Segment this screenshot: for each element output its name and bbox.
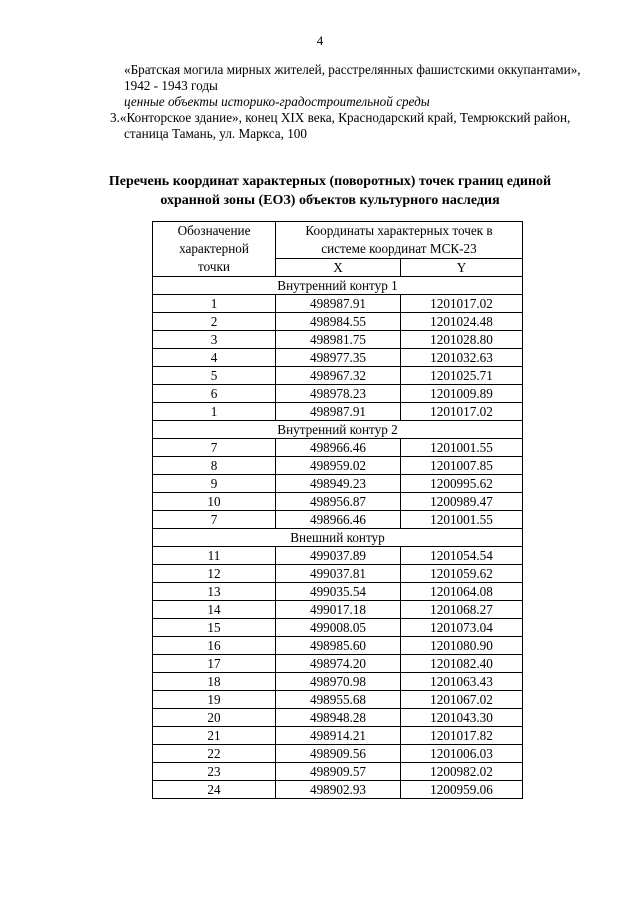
x-cell: 498981.75 bbox=[276, 331, 401, 349]
table-row bbox=[153, 385, 523, 403]
point-cell: 7 bbox=[153, 511, 276, 529]
x-cell: 499037.89 bbox=[276, 547, 401, 565]
table-row bbox=[153, 493, 523, 511]
table-row bbox=[153, 475, 523, 493]
x-cell: 498970.98 bbox=[276, 673, 401, 691]
table-row bbox=[153, 565, 523, 583]
intro-subheading: ценные объекты историко-градостроительной среды bbox=[124, 94, 430, 109]
x-cell: 498966.46 bbox=[276, 439, 401, 457]
y-cell: 1201017.02 bbox=[401, 295, 523, 313]
table-row bbox=[153, 313, 523, 331]
point-cell: 16 bbox=[153, 637, 276, 655]
y-cell: 1201009.89 bbox=[401, 385, 523, 403]
table-row bbox=[153, 295, 523, 313]
intro-line: «Братская могила мирных жителей, расстрелянных фашистскими оккупантами», bbox=[124, 62, 581, 77]
header-coordinates bbox=[276, 222, 523, 259]
point-cell: 10 bbox=[153, 493, 276, 511]
y-cell: 1201082.40 bbox=[401, 655, 523, 673]
y-cell: 1201063.43 bbox=[401, 673, 523, 691]
y-cell: 1200989.47 bbox=[401, 493, 523, 511]
point-cell: 1 bbox=[153, 295, 276, 313]
x-cell: 499017.18 bbox=[276, 601, 401, 619]
table-body bbox=[153, 277, 523, 799]
table-row bbox=[153, 349, 523, 367]
x-cell: 498984.55 bbox=[276, 313, 401, 331]
point-cell: 24 bbox=[153, 781, 276, 799]
table-row bbox=[153, 691, 523, 709]
header-point-designation bbox=[153, 222, 276, 277]
table-row bbox=[153, 439, 523, 457]
header-text: точки bbox=[198, 259, 230, 274]
x-cell: 498948.28 bbox=[276, 709, 401, 727]
y-cell: 1201001.55 bbox=[401, 439, 523, 457]
heading-line: Перечень координат характерных (поворотных) точек границ единой bbox=[108, 174, 552, 189]
section-title: Внутренний контур 2 bbox=[153, 421, 523, 439]
y-cell: 1200995.62 bbox=[401, 475, 523, 493]
x-cell: 498966.46 bbox=[276, 511, 401, 529]
point-cell: 12 bbox=[153, 565, 276, 583]
section-row bbox=[153, 421, 523, 439]
point-cell: 2 bbox=[153, 313, 276, 331]
y-cell: 1201073.04 bbox=[401, 619, 523, 637]
table-row bbox=[153, 457, 523, 475]
header-text: характерной bbox=[179, 241, 249, 256]
table-row bbox=[153, 367, 523, 385]
x-cell: 498977.35 bbox=[276, 349, 401, 367]
x-cell: 498955.68 bbox=[276, 691, 401, 709]
x-cell: 498909.56 bbox=[276, 745, 401, 763]
x-cell: 499037.81 bbox=[276, 565, 401, 583]
table-row bbox=[153, 619, 523, 637]
intro-line: 3.«Конторское здание», конец XIX века, Краснодарский край, Темрюкский район, bbox=[110, 110, 571, 125]
y-cell: 1201007.85 bbox=[401, 457, 523, 475]
header-text: Координаты характерных точек в bbox=[305, 223, 493, 238]
x-cell: 498914.21 bbox=[276, 727, 401, 745]
table-row bbox=[153, 637, 523, 655]
intro-line: 1942 - 1943 годы bbox=[124, 78, 218, 93]
page-number: 4 bbox=[316, 33, 324, 48]
y-cell: 1201025.71 bbox=[401, 367, 523, 385]
x-cell: 498967.32 bbox=[276, 367, 401, 385]
x-cell: 498949.23 bbox=[276, 475, 401, 493]
table-row bbox=[153, 781, 523, 799]
y-cell: 1201080.90 bbox=[401, 637, 523, 655]
table-row bbox=[153, 403, 523, 421]
y-cell: 1201054.54 bbox=[401, 547, 523, 565]
section-title: Внешний контур bbox=[153, 529, 523, 547]
table-row bbox=[153, 709, 523, 727]
x-cell: 498959.02 bbox=[276, 457, 401, 475]
y-cell: 1201006.03 bbox=[401, 745, 523, 763]
point-cell: 3 bbox=[153, 331, 276, 349]
point-cell: 22 bbox=[153, 745, 276, 763]
table-heading bbox=[60, 172, 600, 210]
point-cell: 11 bbox=[153, 547, 276, 565]
x-cell: 499008.05 bbox=[276, 619, 401, 637]
x-cell: 498987.91 bbox=[276, 295, 401, 313]
y-cell: 1201043.30 bbox=[401, 709, 523, 727]
header-text: Обозначение bbox=[177, 223, 251, 238]
section-title: Внутренний контур 1 bbox=[153, 277, 523, 295]
intro-line: станица Тамань, ул. Маркса, 100 bbox=[124, 126, 307, 141]
table-row bbox=[153, 763, 523, 781]
point-cell: 1 bbox=[153, 403, 276, 421]
x-cell: 498909.57 bbox=[276, 763, 401, 781]
table-row bbox=[153, 655, 523, 673]
x-cell: 498974.20 bbox=[276, 655, 401, 673]
table-row bbox=[153, 673, 523, 691]
y-cell: 1201028.80 bbox=[401, 331, 523, 349]
table-row bbox=[153, 511, 523, 529]
y-cell: 1201001.55 bbox=[401, 511, 523, 529]
y-cell: 1201017.82 bbox=[401, 727, 523, 745]
y-cell: 1201032.63 bbox=[401, 349, 523, 367]
header-text: системе координат МСК-23 bbox=[321, 241, 477, 256]
point-cell: 20 bbox=[153, 709, 276, 727]
header-x: X bbox=[276, 259, 401, 277]
intro-text bbox=[110, 62, 600, 142]
point-cell: 23 bbox=[153, 763, 276, 781]
x-cell: 499035.54 bbox=[276, 583, 401, 601]
point-cell: 15 bbox=[153, 619, 276, 637]
point-cell: 21 bbox=[153, 727, 276, 745]
point-cell: 13 bbox=[153, 583, 276, 601]
y-cell: 1201068.27 bbox=[401, 601, 523, 619]
point-cell: 9 bbox=[153, 475, 276, 493]
table-row bbox=[153, 583, 523, 601]
point-cell: 14 bbox=[153, 601, 276, 619]
table-row bbox=[153, 601, 523, 619]
header-y: Y bbox=[401, 259, 523, 277]
table-row bbox=[153, 331, 523, 349]
point-cell: 18 bbox=[153, 673, 276, 691]
point-cell: 19 bbox=[153, 691, 276, 709]
y-cell: 1201067.02 bbox=[401, 691, 523, 709]
y-cell: 1201024.48 bbox=[401, 313, 523, 331]
section-row bbox=[153, 277, 523, 295]
table-row bbox=[153, 727, 523, 745]
point-cell: 6 bbox=[153, 385, 276, 403]
x-cell: 498978.23 bbox=[276, 385, 401, 403]
table-row bbox=[153, 745, 523, 763]
coordinates-table bbox=[152, 221, 523, 799]
point-cell: 5 bbox=[153, 367, 276, 385]
point-cell: 8 bbox=[153, 457, 276, 475]
point-cell: 7 bbox=[153, 439, 276, 457]
point-cell: 17 bbox=[153, 655, 276, 673]
heading-line: охранной зоны (ЕОЗ) объектов культурного наследия bbox=[160, 193, 500, 208]
x-cell: 498902.93 bbox=[276, 781, 401, 799]
y-cell: 1200959.06 bbox=[401, 781, 523, 799]
x-cell: 498985.60 bbox=[276, 637, 401, 655]
x-cell: 498987.91 bbox=[276, 403, 401, 421]
y-cell: 1201017.02 bbox=[401, 403, 523, 421]
x-cell: 498956.87 bbox=[276, 493, 401, 511]
y-cell: 1201059.62 bbox=[401, 565, 523, 583]
y-cell: 1200982.02 bbox=[401, 763, 523, 781]
table-row bbox=[153, 547, 523, 565]
section-row bbox=[153, 529, 523, 547]
y-cell: 1201064.08 bbox=[401, 583, 523, 601]
point-cell: 4 bbox=[153, 349, 276, 367]
